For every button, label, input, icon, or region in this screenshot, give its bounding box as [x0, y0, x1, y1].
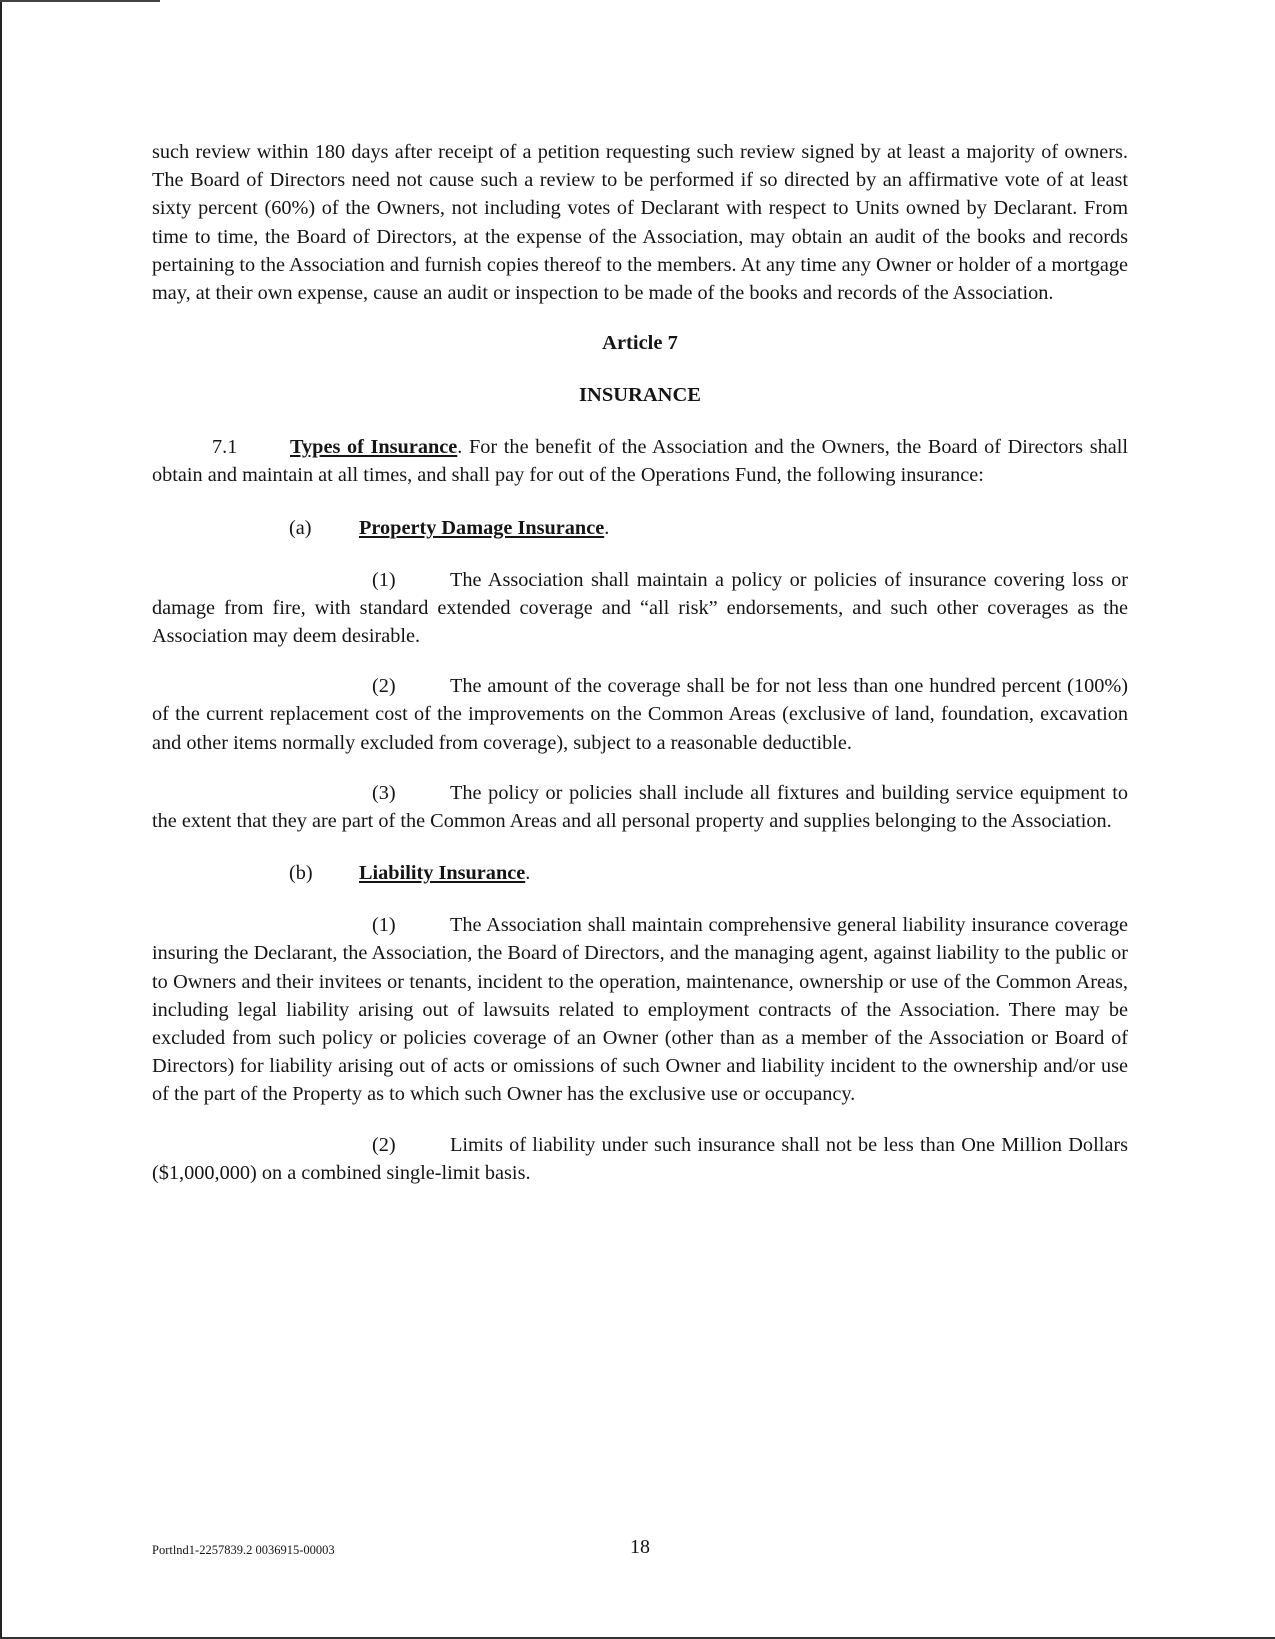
subsection-a-item-1 — [152, 566, 1128, 651]
section-number: 7.1 — [212, 436, 238, 459]
item-text: The Association shall maintain a policy or policies of insurance covering loss or damage from fire, with standard extended coverage and “all risk” endorsements, and such other coverages as the Association may deem desirable. — [152, 568, 1128, 648]
section-text: For the benefit of the Association and the Owners, the Board of Directors shall obtain and maintain at all times, and shall pay for out of the Operations Fund, the following insurance: — [152, 436, 1128, 487]
item-number: (2) — [372, 1133, 396, 1156]
subsection-b-heading: (b) Liability Insurance. — [152, 859, 1128, 887]
scan-border-top — [0, 0, 160, 2]
subsection-letter: (b) — [289, 862, 313, 885]
document-page — [152, 138, 1128, 1187]
item-number: (2) — [372, 675, 396, 698]
section-title: Types of Insurance — [290, 436, 458, 459]
item-text: The Association shall maintain comprehensive general liability insurance coverage insuring the Declarant, the Association, the Board of Directors, and the managing agent, against liability to the public or to Owners and their invitees or tenants, incident to the operation, maintenance, ownership or use of the Common Areas, including legal liability arising out of lawsuits related to employment contracts of the Association. There may be excluded from such policy or policies coverage of an Owner (other than as a member of the Association or Board of Directors) for liability arising out of acts or omissions of such Owner and liability incident to the ownership and/or use of the part of the Property as to which such Owner has the exclusive use or occupancy. — [152, 914, 1128, 1106]
subsection-a-heading: (a) Property Damage Insurance. — [152, 514, 1128, 542]
subsection-b-item-2 — [152, 1131, 1128, 1187]
subsection-b-item-1 — [152, 911, 1128, 1108]
article-number: Article 7 — [602, 332, 678, 355]
item-number: (1) — [372, 914, 396, 937]
subsection-title: Property Damage Insurance — [359, 516, 605, 539]
item-text: The policy or policies shall include all fixtures and building service equipment to the extent that they are part of the Common Areas and all personal property and supplies belonging to the Association. — [152, 781, 1128, 833]
item-text: The amount of the coverage shall be for not less than one hundred percent (100%) of the current replacement cost of the improvements on the Common Areas (exclusive of land, foundation, excavation and other items normally excluded from coverage), subject to a reasonable deductible. — [152, 675, 1128, 754]
item-number: (1) — [372, 568, 396, 591]
article-title: INSURANCE — [579, 384, 701, 407]
subsection-title: Liability Insurance — [359, 862, 526, 885]
section-7-1: 7.1 Types of Insurance. For the benefit of the Association and the Owners, the Board of Directors shall obtain and maintain at all times, and shall pay for out of the Operations Fund, the following insurance: — [152, 433, 1128, 489]
subsection-letter: (a) — [289, 516, 312, 539]
scan-border-left — [0, 0, 2, 1639]
item-text: Limits of liability under such insurance shall not be less than One Million Dollars ($1,000,000) on a combined single-limit basis. — [152, 1133, 1128, 1184]
intro-paragraph: such review within 180 days after receipt of a petition requesting such review signed by at least a majority of owners. The Board of Directors need not cause such a review to be performed if so directed by an affirmative vote of at least sixty percent (60%) of the Owners, not including votes of Declarant with respect to Units owned by Declarant. From time to time, the Board of Directors, at the expense of the Association, may obtain an audit of the books and records pertaining to the Association and furnish copies thereof to the members. At any time any Owner or holder of a mortgage may, at their own expense, cause an audit or inspection to be made of the books and records of the Association. — [152, 141, 1128, 305]
item-number: (3) — [372, 781, 396, 804]
footer-document-id: Portlnd1-2257839.2 0036915-00003 — [152, 1543, 335, 1557]
subsection-a-item-3 — [152, 779, 1128, 835]
subsection-a-item-2 — [152, 672, 1128, 757]
footer-page-number: 18 — [630, 1536, 650, 1558]
